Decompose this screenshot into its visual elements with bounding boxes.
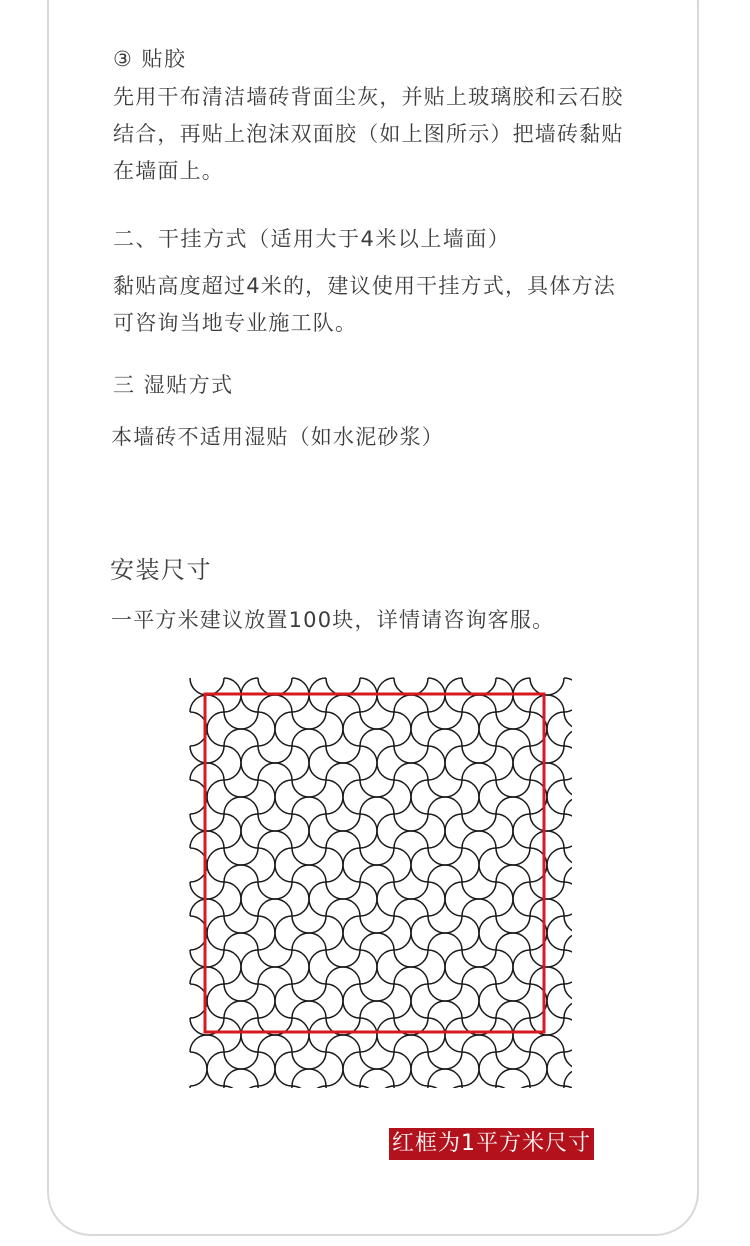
tile-arc xyxy=(462,1052,479,1086)
tile-arc xyxy=(513,1086,530,1092)
tile-arc xyxy=(326,814,360,831)
tile-arc xyxy=(326,1035,360,1052)
tile-arc xyxy=(343,916,360,950)
tile-arc xyxy=(479,984,496,1018)
tile-arc xyxy=(462,746,496,763)
tile-arc xyxy=(462,712,479,746)
tile-arc xyxy=(547,916,564,950)
wet-paste-body: 本墙砖不适用湿贴（如水泥砂浆） xyxy=(111,425,444,449)
tile-arc xyxy=(292,1052,326,1069)
glue-body: 先用干布清洁墙砖背面尘灰，并贴上玻璃胶和云石胶结合，再贴上泡沫双面胶（如上图所示）把墙砖黏贴在墙面上。 xyxy=(113,85,624,183)
tile-arc xyxy=(496,882,513,916)
tile-arc xyxy=(207,712,224,746)
tile-arc xyxy=(343,984,360,1018)
tile-arc xyxy=(224,746,241,780)
tile-arc xyxy=(377,1018,394,1052)
tile-arc xyxy=(496,933,530,950)
tile-arc xyxy=(241,746,258,780)
tile-arc xyxy=(530,899,564,916)
tile-arc xyxy=(258,1052,275,1086)
tile-arc xyxy=(564,746,576,780)
tile-arc xyxy=(258,695,292,712)
tile-arc xyxy=(530,1086,564,1092)
tile-arc xyxy=(530,831,564,848)
tile-arc xyxy=(530,967,564,984)
tile-arc xyxy=(496,1052,530,1069)
tile-arc xyxy=(224,712,258,729)
tile-arc xyxy=(224,882,241,916)
tile-arc xyxy=(428,848,462,865)
dry-hang-body: 黏贴高度超过4米的，建议使用干挂方式，具体方法可咨询当地专业施工队。 xyxy=(113,274,616,335)
tile-arc xyxy=(479,780,496,814)
tile-arc xyxy=(360,729,394,746)
tile-arc xyxy=(190,1086,224,1092)
tile-arc xyxy=(241,882,258,916)
tile-arc xyxy=(411,712,428,746)
tile-arc xyxy=(326,780,343,814)
tile-arc xyxy=(428,984,462,1001)
tile-arc xyxy=(241,1086,258,1092)
tile-arc xyxy=(224,848,258,865)
tile-arc xyxy=(564,1069,576,1086)
tile-arc xyxy=(309,814,326,848)
tile-arc xyxy=(224,797,258,814)
tile-arc xyxy=(394,950,428,967)
tile-arc xyxy=(190,746,224,763)
tile-arc xyxy=(258,831,292,848)
tile-arc xyxy=(462,899,496,916)
tile-arc xyxy=(462,1035,496,1052)
tile-arc xyxy=(360,933,394,950)
tile-arc xyxy=(564,1001,576,1018)
tile-arc xyxy=(530,1035,564,1052)
tile-arc xyxy=(224,1018,241,1052)
tile-arc xyxy=(564,950,576,984)
tile-arc xyxy=(411,848,428,882)
tile-arc xyxy=(411,780,428,814)
tile-arc xyxy=(292,984,326,1001)
tile-arc xyxy=(513,1018,530,1052)
tile-arc xyxy=(207,1052,224,1086)
tile-arc xyxy=(190,950,224,967)
tile-arc xyxy=(258,967,292,984)
tile-arc xyxy=(377,1086,394,1092)
tile-arc xyxy=(394,1035,428,1052)
tile-arc xyxy=(190,1035,224,1052)
tile-arc xyxy=(207,780,224,814)
tile-arc xyxy=(190,882,224,899)
tile-arc xyxy=(445,882,462,916)
tile-arc xyxy=(224,1052,258,1069)
tile-arc xyxy=(326,899,360,916)
tile-arc xyxy=(258,678,292,695)
tile-arc xyxy=(326,712,343,746)
install-size-body: 一平方米建议放置100块，详情请咨询客服。 xyxy=(111,608,555,632)
tile-arc xyxy=(394,967,428,984)
tile-arc xyxy=(530,695,564,712)
tile-arc xyxy=(292,746,309,780)
tile-arc xyxy=(343,712,360,746)
tile-arc xyxy=(360,814,377,848)
tile-arc xyxy=(258,780,275,814)
tile-arc xyxy=(496,1001,530,1018)
tile-arc xyxy=(394,899,428,916)
tile-arc xyxy=(292,950,309,984)
tile-arc xyxy=(394,1086,428,1092)
tile-arc xyxy=(445,746,462,780)
tile-arc xyxy=(496,984,530,1001)
tile-arc xyxy=(224,1001,258,1018)
tile-arc xyxy=(428,814,445,848)
tile-arc xyxy=(445,1018,462,1052)
tile-arc xyxy=(258,1035,292,1052)
tile-arc xyxy=(292,729,326,746)
tile-arc xyxy=(513,746,530,780)
tile-arc xyxy=(411,1052,428,1086)
tile-arc xyxy=(564,848,576,865)
tile-arc xyxy=(275,984,292,1018)
tile-arc xyxy=(190,1052,207,1086)
tile-arc xyxy=(462,848,479,882)
tile-arc xyxy=(292,712,326,729)
tile-arc xyxy=(530,950,564,967)
tile-arc xyxy=(275,916,292,950)
tile-arc xyxy=(343,780,360,814)
tile-arc xyxy=(564,933,576,950)
square-meter-frame xyxy=(205,694,544,1032)
tile-arc xyxy=(428,865,462,882)
tile-arc xyxy=(530,882,564,899)
tile-arc xyxy=(564,865,576,882)
tile-arc xyxy=(309,746,326,780)
diagram-caption: 红框为1平方米尺寸 xyxy=(389,1128,594,1160)
tile-arc xyxy=(530,746,564,763)
tile-arc xyxy=(462,882,496,899)
tile-arc xyxy=(292,814,309,848)
tile-arc xyxy=(275,712,292,746)
tile-arc xyxy=(394,848,411,882)
tile-arc xyxy=(292,933,326,950)
tile-arc xyxy=(394,695,428,712)
tile-arc xyxy=(224,729,258,746)
tile-arc xyxy=(564,678,576,712)
tile-arc xyxy=(258,882,292,899)
tile-arc xyxy=(207,984,224,1018)
fan-tile-pattern xyxy=(190,678,576,1092)
tile-arc xyxy=(428,780,462,797)
tile-arc xyxy=(496,814,513,848)
tile-arc xyxy=(360,746,377,780)
tile-arc xyxy=(462,1086,496,1092)
tile-arc xyxy=(462,831,496,848)
tile-arc xyxy=(479,712,496,746)
tile-arc xyxy=(496,729,530,746)
tile-arc xyxy=(564,797,576,814)
tile-arc xyxy=(513,950,530,984)
tile-arc xyxy=(360,797,394,814)
wet-paste-heading: 三 湿贴方式 xyxy=(113,373,234,397)
tile-arc xyxy=(428,1069,462,1086)
tile-arc xyxy=(326,763,360,780)
tile-arc xyxy=(326,1052,343,1086)
tile-arc xyxy=(258,950,292,967)
glue-heading: ③ 贴胶 xyxy=(113,47,187,71)
tile-arc xyxy=(292,780,326,797)
tile-arc xyxy=(394,984,411,1018)
tile-arc xyxy=(292,848,326,865)
tile-arc xyxy=(428,916,462,933)
tile-arc xyxy=(326,882,360,899)
tile-arc xyxy=(564,780,576,797)
tile-arc xyxy=(479,848,496,882)
tile-arc xyxy=(411,916,428,950)
tile-arc xyxy=(360,865,394,882)
tile-arc xyxy=(292,916,326,933)
tile-arc xyxy=(190,678,224,695)
tile-arc xyxy=(224,916,258,933)
tile-arc xyxy=(462,763,496,780)
tile-arc xyxy=(241,814,258,848)
tile-arc xyxy=(428,712,462,729)
tile-arc xyxy=(564,712,576,729)
tile-arc xyxy=(326,831,360,848)
tile-arc xyxy=(462,984,479,1018)
tile-arc xyxy=(394,678,428,695)
tile-arc xyxy=(275,1052,292,1086)
tile-arc xyxy=(547,984,564,1018)
tile-arc xyxy=(445,1086,462,1092)
tile-arc xyxy=(292,797,326,814)
tile-arc xyxy=(496,848,530,865)
tile-arc xyxy=(496,746,513,780)
tile-arc xyxy=(258,712,275,746)
tile-arc xyxy=(530,1052,547,1086)
tile-arc xyxy=(190,814,224,831)
tile-arc xyxy=(462,678,496,695)
tile-arc xyxy=(428,746,445,780)
tile-arc xyxy=(326,695,360,712)
tile-arc xyxy=(292,865,326,882)
tile-arc xyxy=(530,678,564,695)
tile-arc xyxy=(547,848,564,882)
tile-arc xyxy=(564,1086,576,1092)
tile-arc xyxy=(309,882,326,916)
tile-arc xyxy=(258,899,292,916)
tile-arc xyxy=(224,1069,258,1086)
tile-arc xyxy=(428,1086,445,1092)
tile-arc xyxy=(207,848,224,882)
tile-arc xyxy=(292,1018,309,1052)
tile-arc xyxy=(496,780,530,797)
tile-arc xyxy=(496,1086,513,1092)
tile-arc xyxy=(377,814,394,848)
tile-arc xyxy=(258,916,275,950)
tile-arc xyxy=(394,1052,411,1086)
tile-arc xyxy=(564,1052,576,1069)
tile-arc xyxy=(224,1086,241,1092)
tile-arc xyxy=(496,916,530,933)
dry-hang-heading: 二、干挂方式（适用大于4米以上墙面） xyxy=(113,227,511,251)
tile-arc xyxy=(224,984,258,1001)
tile-arc xyxy=(462,967,496,984)
tile-arc xyxy=(564,729,576,746)
tile-arc xyxy=(496,865,530,882)
tile-arc xyxy=(428,1018,445,1052)
tile-arc xyxy=(428,933,462,950)
tile-arc xyxy=(258,763,292,780)
tile-arc xyxy=(190,967,224,984)
tile-arc xyxy=(326,1086,360,1092)
tile-arc xyxy=(564,882,576,916)
tile-arc xyxy=(241,1018,258,1052)
tile-arc xyxy=(530,763,564,780)
tile-arc xyxy=(275,780,292,814)
tile-arc xyxy=(360,1069,394,1086)
tile-arc xyxy=(190,695,224,712)
tile-arc xyxy=(394,746,428,763)
tile-arc xyxy=(496,712,530,729)
tile-arc xyxy=(445,814,462,848)
tile-arc xyxy=(394,814,428,831)
tile-arc xyxy=(326,967,360,984)
tile-arc xyxy=(428,1052,462,1069)
tile-arc xyxy=(224,933,258,950)
tile-arc xyxy=(496,1069,530,1086)
tile-arc xyxy=(275,848,292,882)
tile-arc xyxy=(428,797,462,814)
tile-arc xyxy=(224,780,258,797)
tile-arc xyxy=(360,1086,377,1092)
tile-arc xyxy=(496,797,530,814)
tile-arc xyxy=(360,848,394,865)
tile-arc xyxy=(428,729,462,746)
tile-arc xyxy=(411,984,428,1018)
tile-arc xyxy=(360,1001,394,1018)
tile-arc xyxy=(360,780,394,797)
tile-arc xyxy=(292,1069,326,1086)
tile-arc xyxy=(258,848,275,882)
tile-arc xyxy=(258,1086,292,1092)
tile-arc xyxy=(462,950,496,967)
tile-arc xyxy=(241,950,258,984)
tile-arc xyxy=(513,814,530,848)
tile-arc xyxy=(326,950,360,967)
tile-arc xyxy=(394,916,411,950)
tile-arc xyxy=(309,950,326,984)
tile-arc xyxy=(564,814,576,848)
tile-arc xyxy=(326,678,360,695)
tile-arc xyxy=(428,950,445,984)
tile-arc xyxy=(360,1018,377,1052)
tile-arc xyxy=(207,916,224,950)
tile-arc xyxy=(394,831,428,848)
tile-arc xyxy=(326,746,360,763)
tile-arc xyxy=(258,814,292,831)
tile-arc xyxy=(394,882,428,899)
tile-arc xyxy=(360,1052,394,1069)
tile-arc xyxy=(564,984,576,1001)
tile-arc xyxy=(462,814,496,831)
tile-arc xyxy=(445,950,462,984)
tile-arc xyxy=(479,1052,496,1086)
tile-arc xyxy=(326,848,343,882)
tile-arc xyxy=(343,848,360,882)
tile-arc xyxy=(360,916,394,933)
tile-arc xyxy=(462,780,479,814)
tile-arc xyxy=(309,1018,326,1052)
tile-arc xyxy=(360,984,394,1001)
tile-arc xyxy=(326,916,343,950)
tile-arc xyxy=(292,1001,326,1018)
tile-arc xyxy=(377,746,394,780)
tile-arc xyxy=(190,831,224,848)
tile-arc xyxy=(224,865,258,882)
tile-arc xyxy=(513,882,530,916)
tile-arc xyxy=(564,916,576,933)
tile-arc xyxy=(258,746,292,763)
tile-arc xyxy=(343,1052,360,1086)
tile-arc xyxy=(377,950,394,984)
tile-arc xyxy=(564,1018,576,1052)
tile-arc xyxy=(496,950,513,984)
tile-arc xyxy=(547,1052,564,1086)
tile-arc xyxy=(394,780,411,814)
tile-arc xyxy=(360,882,377,916)
install-size-title: 安装尺寸 xyxy=(110,556,212,584)
tile-arc xyxy=(394,712,411,746)
tile-arc xyxy=(190,899,224,916)
tile-arc xyxy=(428,882,445,916)
tile-arc xyxy=(479,916,496,950)
tile-arc xyxy=(190,763,224,780)
tile-arc xyxy=(224,950,241,984)
tile-arc xyxy=(309,1086,326,1092)
tile-arc xyxy=(547,780,564,814)
tile-arc xyxy=(360,712,394,729)
tile-arc xyxy=(496,1018,513,1052)
tile-arc xyxy=(292,882,309,916)
tile-arc xyxy=(292,1086,309,1092)
tile-layout-diagram xyxy=(176,664,576,1092)
tile-arc xyxy=(377,882,394,916)
tile-arc xyxy=(258,984,275,1018)
tile-arc xyxy=(224,814,241,848)
tile-arc xyxy=(360,950,377,984)
tile-arc xyxy=(547,712,564,746)
tile-arc xyxy=(462,695,496,712)
tile-arc xyxy=(394,763,428,780)
tile-arc xyxy=(428,1001,462,1018)
tile-arc xyxy=(530,814,564,831)
tile-arc xyxy=(326,984,343,1018)
tile-arc xyxy=(462,916,479,950)
